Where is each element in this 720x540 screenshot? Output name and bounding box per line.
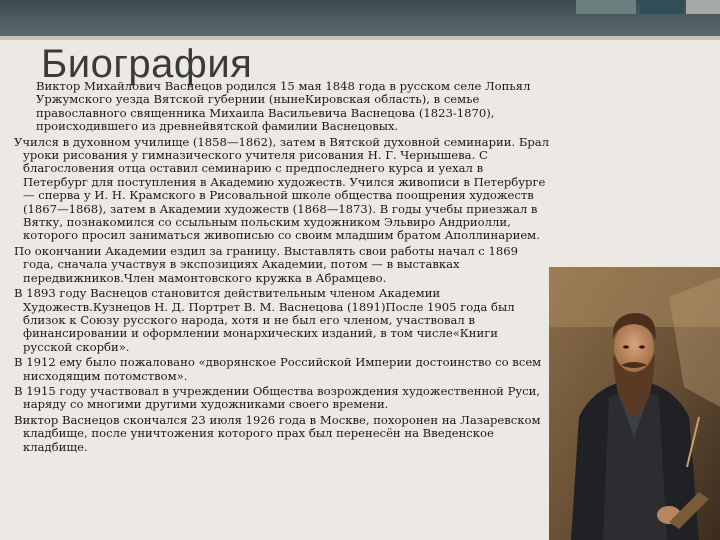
paragraph-text: Виктор Васнецов скончался 23 июля 1926 года в Москве, похоронен на Лазаревском кладбище, после уничтожения которого прах был перенесён на Введенское кладбище. xyxy=(14,412,541,454)
biography-paragraph xyxy=(14,414,550,454)
portrait-painting xyxy=(549,267,720,540)
slide-title: Биография xyxy=(41,42,253,86)
biography-text xyxy=(14,80,550,456)
biography-paragraph xyxy=(14,287,550,354)
biography-paragraph xyxy=(14,356,550,383)
biography-paragraph xyxy=(14,80,550,134)
header-decoration-block xyxy=(686,0,720,14)
paragraph-text: В 1893 году Васнецов становится действительным членом Академии Художеств.Кузнецов Н. Д. Портрет В. М. Васнецова (1891)После 1905 года был близок к Союзу русского народа, хотя и не был его членом, участвовал в финансировании и оформлении монархических изданий, в том числе«Книги русской скорби». xyxy=(14,286,515,354)
paragraph-text: В 1915 году участвовал в учреждении Общества возрождения художественной Руси, наряду со многими другими художниками своего времени. xyxy=(14,383,541,412)
header-divider xyxy=(0,36,720,40)
paragraph-text: Виктор Михайлович Васнецов родился 15 мая 1848 года в русском селе Лопьял Уржумского уезда Вятской губернии (нынеКировская область), в семье православного священника Михаила Васильевича Васнецова (1823-1870), происходившего из древнейвятской фамилии Васнецовых. xyxy=(36,79,531,134)
paragraph-text: В 1912 ему было пожаловано «дворянское Российской Империи достоинство со всем нисходящим потомством». xyxy=(14,355,542,383)
biography-paragraph xyxy=(14,245,550,285)
header-decoration-block xyxy=(640,0,684,14)
biography-paragraph xyxy=(14,385,550,412)
paragraph-text: По окончании Академии ездил за границу. Выставлять свои работы начал с 1869 года, сначала участвуя в экспозициях Академии, потом — в выставках передвижников.Член мамонтовского кружка в Абрамцево. xyxy=(14,243,518,285)
paragraph-text: Учился в духовном училище (1858—1862), затем в Вятской духовной семинарии. Брал уроки рисования у гимназического учителя рисования Н. Г. Чернышева. С благословения отца оставил семинарию с предпоследнего курса и уехал в Петербург для поступления в Академию художеств. Учился живописи в Петербурге — сперва у И. Н. Крамского в Рисовальной школе общества поощрения художеств (1867—1868), затем в Академии художеств (1868—1873). В годы учебы приезжал в Вятку, познакомился со ссыльным польским художником Эльвиро Андриолли, которого просил заниматься живописью со своим младшим братом Аполлинарием. xyxy=(14,134,550,243)
biography-paragraph xyxy=(14,136,550,243)
header-decoration-block xyxy=(576,0,636,14)
